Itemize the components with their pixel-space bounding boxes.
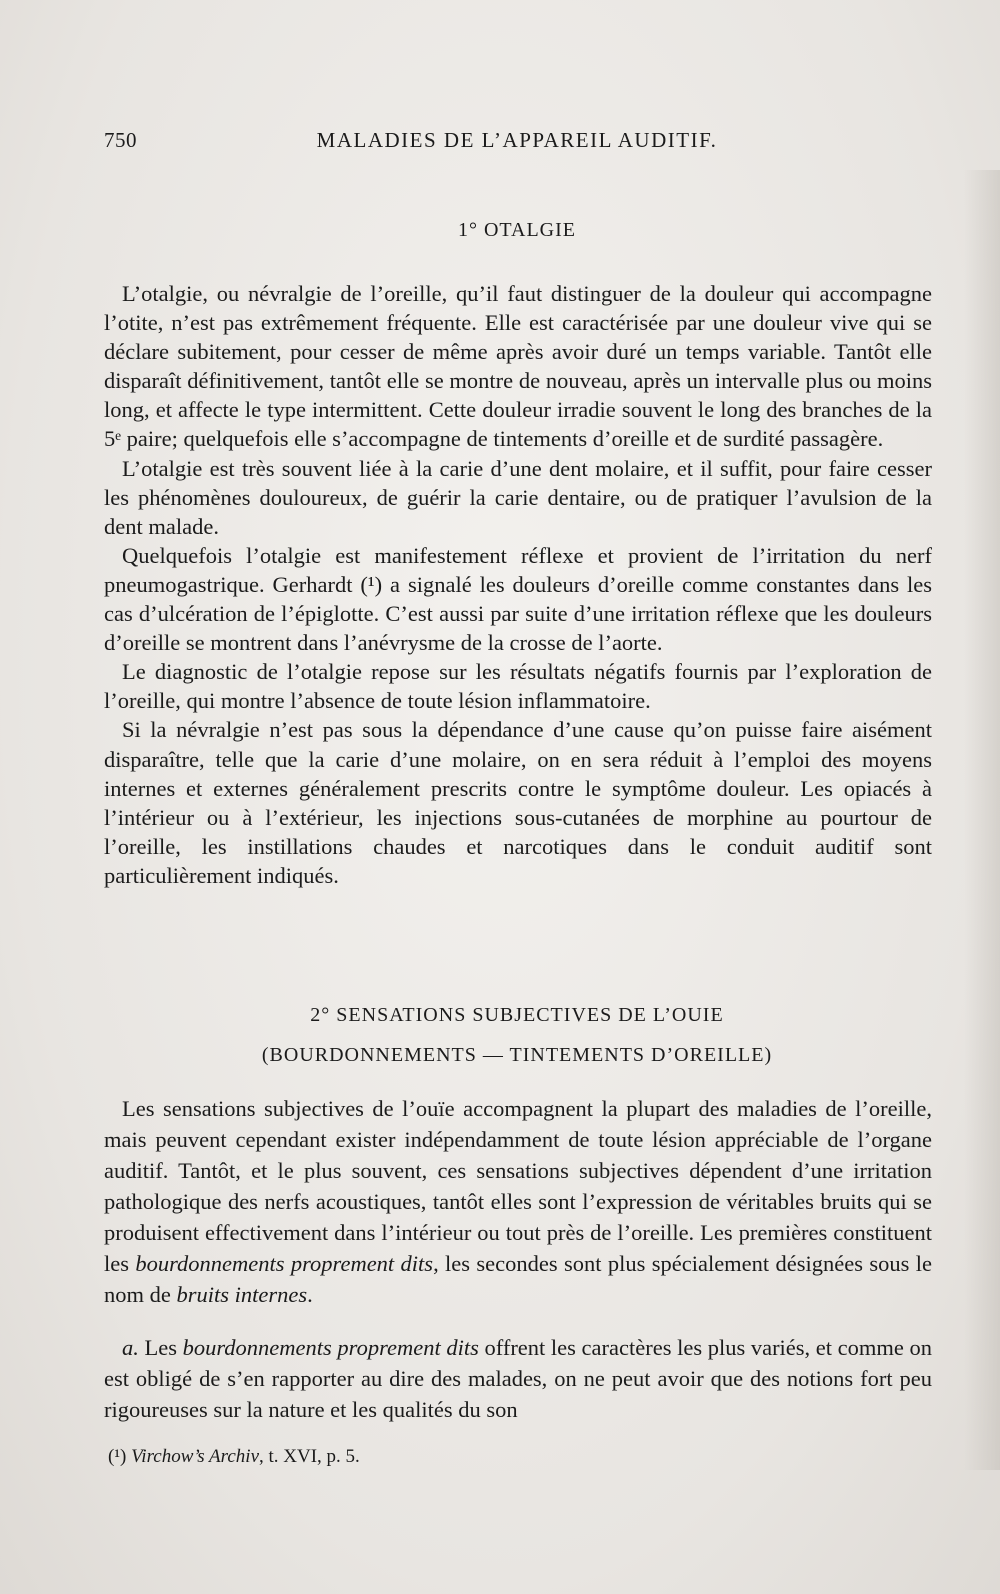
- footnote-detail: , t. XVI, p. 5.: [259, 1446, 360, 1467]
- paragraph-label: a.: [122, 1335, 139, 1360]
- paragraph: [104, 1093, 932, 1310]
- italic-term: bruits internes: [176, 1282, 308, 1307]
- footnote-mark: (¹): [108, 1446, 127, 1467]
- footnote: [108, 1446, 360, 1468]
- text-run: , les secondes sont plus spécialement désignées sous le nom de: [104, 1251, 932, 1307]
- text-run: Les: [138, 1335, 183, 1360]
- paragraph: Si la névralgie n’est pas sous la dépendance d’une cause qu’on puisse faire aisément disparaître, telle que la carie d’une molaire, on en sera réduit à l’emploi des moyens internes et externes généralement prescrits contre le symptôme douleur. Les opiacés à l’intérieur ou à l’extérieur, les injections sous-cutanées de morphine au pourtour de l’oreille, les instillations chaudes et narcotiques dans le conduit auditif sont particulièrement indiqués.: [104, 717, 932, 888]
- text-run: Les sensations subjectives de l’ouïe accompagnent la plupart des maladies de l’oreille, mais peuvent cependant exister indépendamment de toute lésion appréciable de l’organe auditif. Tantôt, et le plus souvent, ces sensations subjectives dépendent d’une irritation pathologique des nerfs acoustiques, tantôt elles sont l’expression de véritables bruits qui se produisent effectivement dans l’intérieur ou tout près de l’oreille. Les premières constituent les: [104, 1096, 932, 1276]
- footnote-source: Virchow’s Archiv: [131, 1446, 259, 1467]
- paragraph: Quelquefois l’otalgie est manifestement réflexe et provient de l’irritation du nerf pneumogastrique. Gerhardt (¹) a signalé les douleurs d’oreille comme constantes dans les cas d’ulcération de l’épiglotte. C’est aussi par suite d’une irritation réflexe que les douleurs d’oreille se montrent dans l’anévrysme de la crosse de l’aorte.: [104, 542, 932, 656]
- paragraph: L’otalgie est très souvent liée à la carie d’une dent molaire, et il suffit, pour faire cesser les phénomènes douloureux, de guérir la carie dentaire, ou de pratiquer l’avulsion de la dent malade.: [104, 455, 932, 539]
- section-1-body: [104, 279, 932, 890]
- section-2-body: [104, 1093, 932, 1425]
- section-2-subtitle: (BOURDONNEMENTS — TINTEMENTS D’OREILLE): [261, 1044, 773, 1066]
- italic-term: bourdonnements proprement dits: [135, 1251, 434, 1276]
- text-run: .: [307, 1282, 313, 1307]
- paragraph: Le diagnostic de l’otalgie repose sur les résultats négatifs fournis par l’exploration de l’oreille, qui montre l’absence de toute lésion inflammatoire.: [104, 659, 932, 714]
- running-title: MALADIES DE L’APPAREIL AUDITIF.: [316, 128, 718, 152]
- section-2-title: 2° SENSATIONS SUBJECTIVES DE L’OUIE: [310, 1004, 724, 1026]
- italic-term: bourdonnements proprement dits: [182, 1335, 479, 1360]
- page-number: 750: [104, 128, 137, 152]
- section-1-title: 1° OTALGIE: [457, 219, 577, 241]
- page-header: [104, 128, 930, 158]
- paragraph: [104, 1332, 932, 1425]
- page-edge-shadow: [964, 170, 1000, 1470]
- paragraph: L’otalgie, ou névralgie de l’oreille, qu’il faut distinguer de la douleur qui accompagne l’otite, n’est pas extrêmement fréquente. Elle est caractérisée par une douleur vive qui se déclare subitement, pour cesser de même après avoir duré un temps variable. Tantôt elle disparaît définitivement, tantôt elle se montre de nouveau, après un intervalle plus ou moins long, et affecte le type intermittent. Cette douleur irradie souvent le long des branches de la 5ᵉ paire; quelquefois elle s’accompagne de tintements d’oreille et de surdité passagère.: [104, 281, 932, 452]
- text-run: offrent les caractères les plus variés, et comme on est obligé de s’en rapporter au dire des malades, on ne peut avoir que des notions fort peu rigoureuses sur la nature et les qualités du son: [104, 1335, 933, 1422]
